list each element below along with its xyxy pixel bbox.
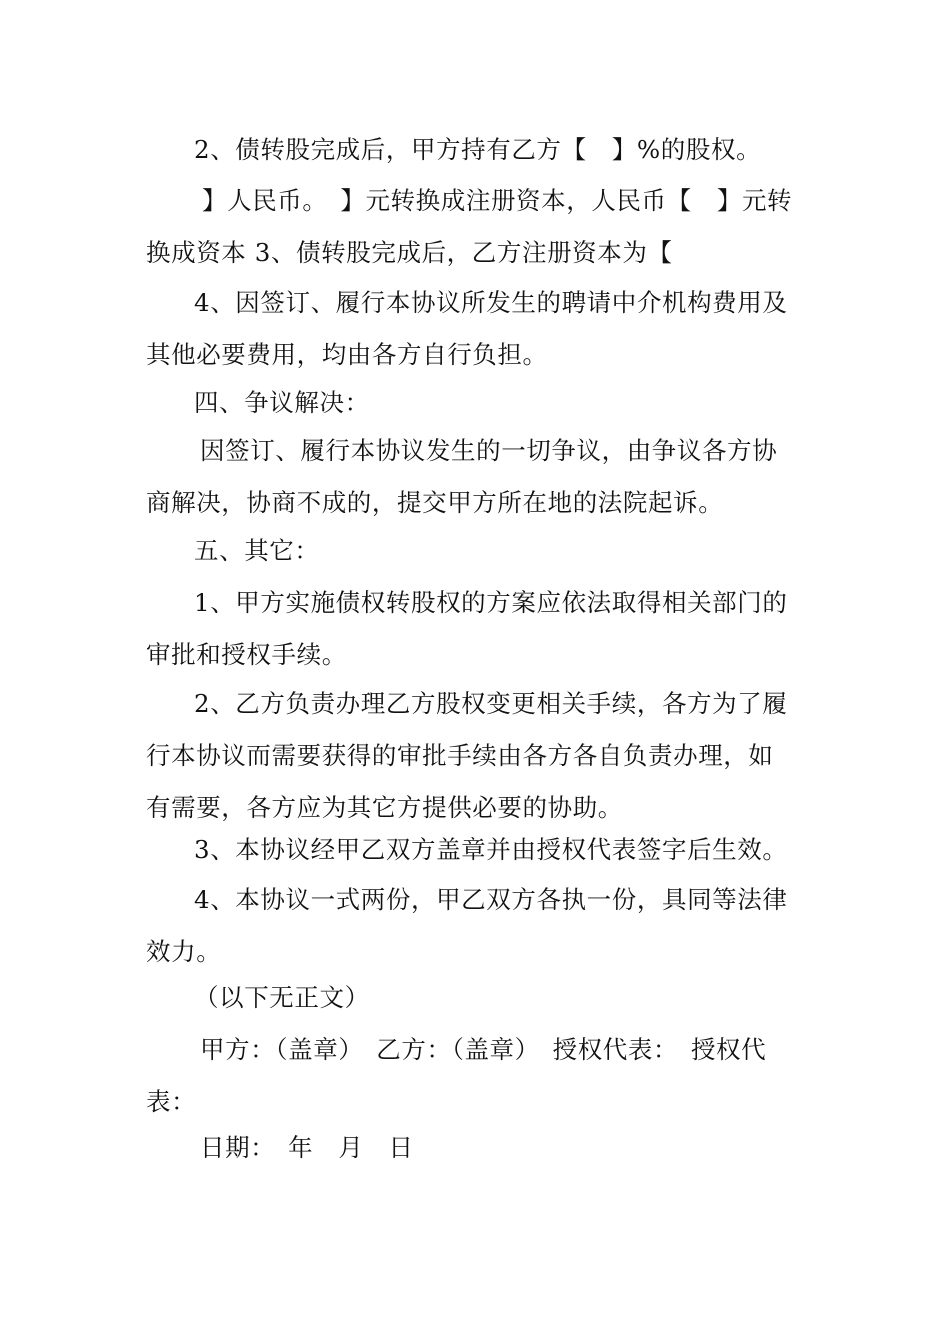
paragraph-line: 五、其它： [194, 536, 320, 565]
paragraph-line: 效力。 [146, 937, 222, 966]
paragraph-line: 四、争议解决： [194, 388, 370, 417]
paragraph-line: 有需要，各方应为其它方提供必要的协助。 [146, 793, 623, 822]
section-heading-dispute [146, 377, 808, 429]
paragraph-equity-ratio [146, 124, 808, 176]
paragraph-line: 】人民币。 】元转换成注册资本，人民币【 】元转 [202, 186, 793, 215]
paragraph-line: 换成资本 3、债转股完成后，乙方注册资本为【 [146, 238, 673, 267]
paragraph-line: 审批和授权手续。 [146, 640, 347, 669]
paragraph-line: 表： [146, 1087, 197, 1116]
paragraph-line: 因签订、履行本协议发生的一切争议，由争议各方协 [200, 436, 778, 465]
paragraph-copies [146, 874, 808, 978]
signature-block [146, 1024, 808, 1128]
paragraph-expenses [146, 277, 808, 381]
paragraph-line: 4、因签订、履行本协议所发生的聘请中介机构费用及 [194, 288, 788, 317]
date-line [146, 1122, 808, 1174]
paragraph-line: 2、债转股完成后，甲方持有乙方【 】%的股权。 [194, 135, 762, 164]
paragraph-line: 4、本协议一式两份，甲乙双方各执一份，具同等法律 [194, 885, 788, 914]
paragraph-line: 3、本协议经甲乙双方盖章并由授权代表签字后生效。 [194, 835, 788, 864]
paragraph-line: 甲方：（盖章） 乙方：（盖章） 授权代表： 授权代 [200, 1035, 767, 1064]
paragraph-line: 行本协议而需要获得的审批手续由各方各自负责办理，如 [146, 741, 774, 770]
paragraph-line: 其他必要费用，均由各方自行负担。 [146, 340, 548, 369]
paragraph-dispute-resolution [146, 425, 808, 529]
paragraph-line: 日期： 年 月 日 [200, 1133, 414, 1162]
paragraph-equity-change [146, 678, 808, 834]
paragraph-approval [146, 577, 808, 681]
paragraph-line: （以下无正文） [194, 983, 370, 1012]
paragraph-line: 2、乙方负责办理乙方股权变更相关手续，各方为了履 [194, 689, 788, 718]
paragraph-line: 1、甲方实施债权转股权的方案应依法取得相关部门的 [194, 588, 788, 617]
section-heading-other [146, 525, 808, 577]
paragraph-registered-capital [146, 175, 808, 279]
paragraph-line: 商解决，协商不成的，提交甲方所在地的法院起诉。 [146, 488, 724, 517]
paragraph-effectiveness [146, 824, 808, 876]
paragraph-no-body-below [146, 972, 808, 1024]
